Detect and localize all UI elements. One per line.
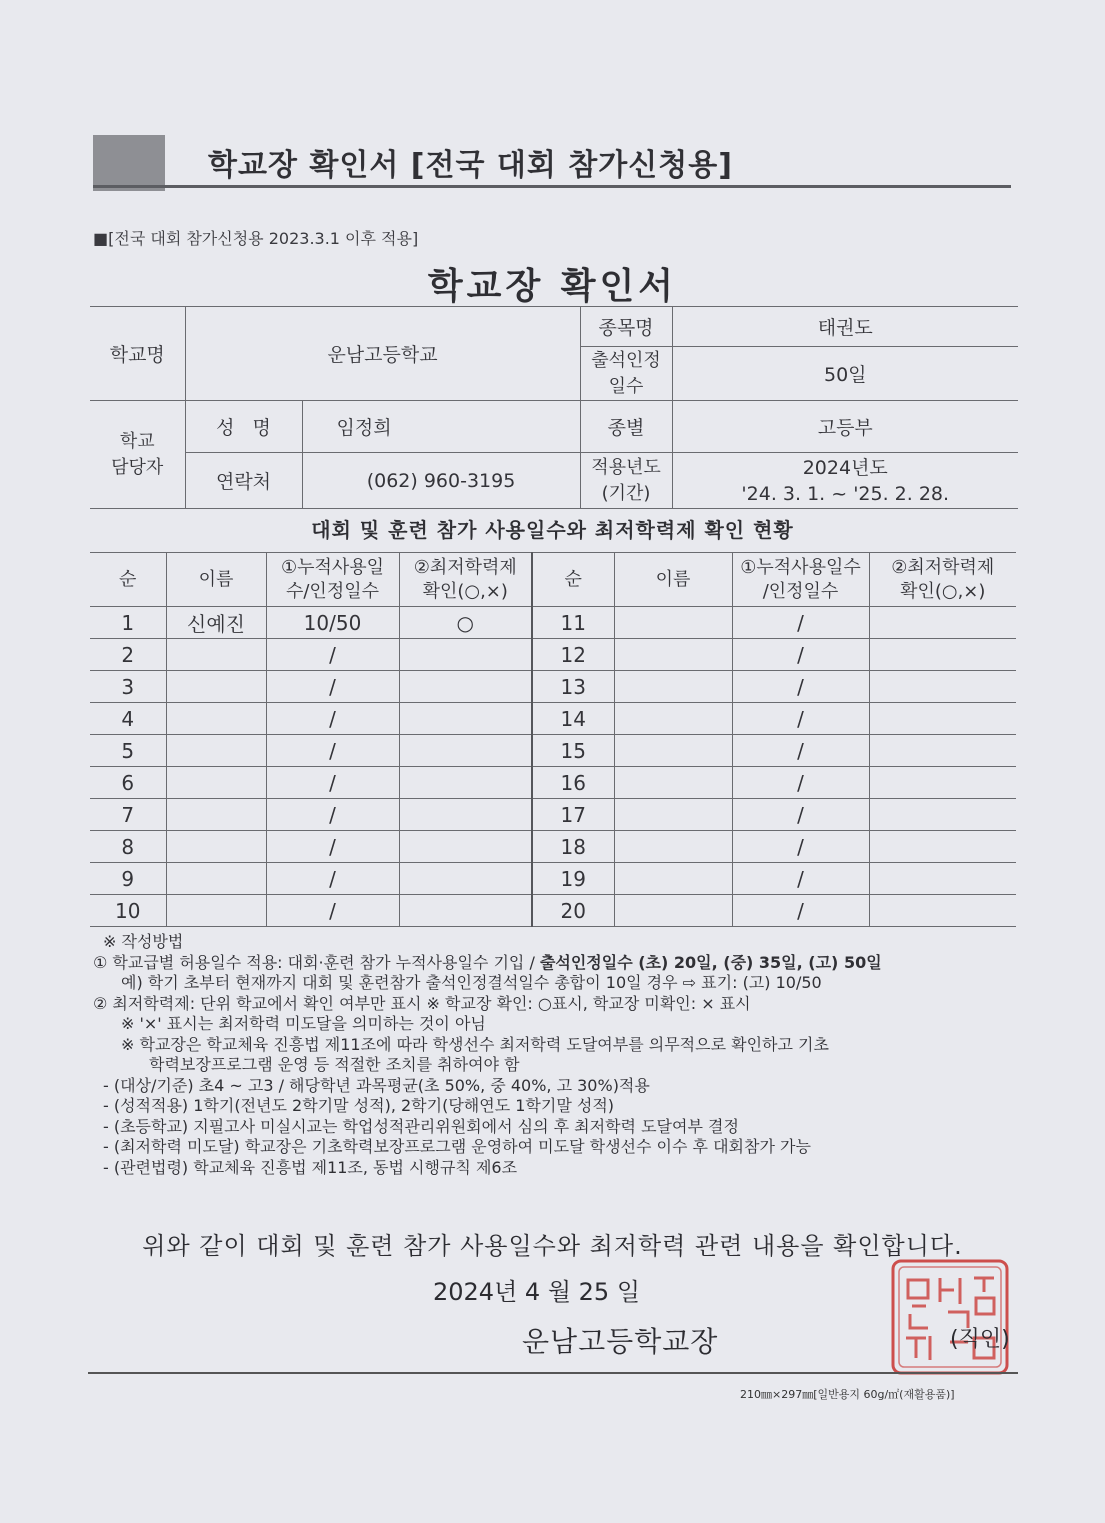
instr-line-2: 예) 학기 초부터 현재까지 대회 및 훈련참가 출석인정결석일수 총합이 10일 경우 ⇨ 표기: (고) 10/50 [121,973,822,992]
year-label-line2: (기간) [601,482,651,504]
instr-line-1 [93,953,1018,974]
instr-heading: ※ 작성방법 [103,932,184,951]
instr-line-6: 학력보장프로그램 운영 등 적절한 조치를 취하여야 함 [149,1055,520,1074]
row-number-2: 15 [532,735,614,767]
confirmation-text: 위와 같이 대회 및 훈련 참가 사용일수와 최저학력 관련 내용을 확인합니다. [142,1232,963,1260]
instr-line-3: ② 최저학력제: 단위 학교에서 확인 여부만 표시 ※ 학교장 확인: ○표시, 학교장 미확인: × 표시 [93,993,751,1013]
student-name-2 [614,671,732,703]
row-number: 3 [90,671,166,703]
days-used: / [266,895,399,927]
header-title: 학교장 확인서 [전국 대회 참가신청용] [208,148,733,183]
col-header-days-line2: 수/인정일수 [285,580,379,602]
status-table [90,552,1016,927]
days-used-2: / [732,607,869,639]
academic-check-2 [869,767,1016,799]
instr-line-1a: ① 학교급별 허용일수 적용: 대회·훈련 참가 누적사용일수 기입 / [93,952,540,972]
row-number-2: 11 [532,607,614,639]
col-header-no: 순 [90,553,166,607]
academic-check [399,735,532,767]
col-header-name: 이름 [166,553,266,607]
academic-check [399,767,532,799]
col-header-no-2: 순 [532,553,614,607]
col-header-check [399,553,532,607]
division-label: 종별 [580,401,672,453]
student-name-2 [614,607,732,639]
col-header-check-2-line2: 확인(○,×) [900,580,986,602]
row-number: 1 [90,607,166,639]
student-name: 신예진 [166,607,266,639]
academic-check: ○ [399,607,532,639]
academic-check-2 [869,831,1016,863]
year-label-line1: 적용년도 [591,456,661,478]
academic-check-2 [869,671,1016,703]
table-row [90,671,1016,703]
academic-check [399,895,532,927]
days-used: / [266,671,399,703]
instr-line-9: - (초등학교) 지필고사 미실시교는 학업성적관리위원회에서 심의 후 최저학력 도달여부 결정 [103,1116,739,1136]
days-used-2: / [732,799,869,831]
row-number-2: 17 [532,799,614,831]
row-number-2: 19 [532,863,614,895]
academic-check-2 [869,607,1016,639]
student-name [166,671,266,703]
row-number: 5 [90,735,166,767]
days-used-2: / [732,735,869,767]
days-used: / [266,863,399,895]
days-used-2: / [732,831,869,863]
section-title: 대회 및 훈련 참가 사용일수와 최저학력제 확인 현황 [311,518,794,542]
days-used-2: / [732,703,869,735]
year-value-line1: 2024년도 [802,456,888,479]
division-value: 고등부 [672,401,1018,453]
days-used: / [266,639,399,671]
row-number: 7 [90,799,166,831]
row-number-2: 12 [532,639,614,671]
days-used: / [266,831,399,863]
col-header-check-line1: ②최저학력제 [413,556,517,578]
academic-check-2 [869,639,1016,671]
row-number: 2 [90,639,166,671]
seal-label: (직인) [950,1327,1010,1352]
row-number: 9 [90,863,166,895]
phone-value: (062) 960-3195 [302,453,580,509]
student-name [166,799,266,831]
academic-check-2 [869,895,1016,927]
days-used-2: / [732,767,869,799]
year-value-line2: '24. 3. 1. ~ '25. 2. 28. [741,482,950,505]
school-label: 학교명 [90,307,185,401]
attend-label [580,347,672,401]
date-day: 25 [578,1278,610,1306]
attend-label-line2: 일수 [608,375,644,397]
header-rule [93,185,1011,188]
days-used-2: / [732,671,869,703]
instr-line-10: - (최저학력 미도달) 학교장은 기초학력보장프로그램 운영하여 미도달 학생선수 이수 후 대회참가 가능 [103,1137,811,1156]
row-number-2: 14 [532,703,614,735]
row-number-2: 16 [532,767,614,799]
student-name-2 [614,735,732,767]
contact-person-label-line1: 학교 [119,430,155,452]
date-month: 4 [524,1278,541,1306]
student-name [166,863,266,895]
student-name-2 [614,895,732,927]
col-header-days [266,553,399,607]
col-header-days-2-line1: ①누적사용일수 [740,556,861,578]
student-name-2 [614,799,732,831]
student-name [166,639,266,671]
date-year: 2024년 [433,1278,518,1306]
table-row [90,863,1016,895]
name-value: 임정희 [302,401,580,453]
academic-check [399,831,532,863]
instr-line-5: ※ 학교장은 학교체육 진흥법 제11조에 따라 학생선수 최저학력 도달여부를 의무적으로 확인하고 기초 [121,1034,829,1054]
student-name [166,767,266,799]
academic-check [399,703,532,735]
row-number-2: 18 [532,831,614,863]
table-row [90,831,1016,863]
info-table [90,306,1018,509]
official-seal-icon [890,1258,1010,1376]
instructions [93,932,1018,1178]
days-used-2: / [732,639,869,671]
student-name-2 [614,703,732,735]
instr-line-1b: 출석인정일수 (초) 20일, (중) 35일, (고) 50일 [539,952,882,972]
table-row [90,767,1016,799]
event-value: 태권도 [672,307,1018,347]
date-day-unit: 일 [616,1278,641,1306]
year-value [672,453,1018,509]
event-label: 종목명 [580,307,672,347]
footer-rule [88,1372,1018,1374]
days-used-2: / [732,863,869,895]
academic-check [399,639,532,671]
academic-check [399,671,532,703]
contact-person-label [90,401,185,509]
academic-check [399,863,532,895]
row-number: 4 [90,703,166,735]
academic-check-2 [869,863,1016,895]
academic-check [399,799,532,831]
instr-line-11: - (관련법령) 학교체육 진흥법 제11조, 동법 시행규칙 제6조 [103,1157,518,1177]
table-row [90,607,1016,639]
row-number-2: 20 [532,895,614,927]
table-row [90,639,1016,671]
student-name [166,735,266,767]
instr-line-4: ※ '×' 표시는 최저학력 미도달을 의미하는 것이 아님 [121,1014,486,1033]
principal-name: 운남고등학교장 [522,1325,719,1358]
student-name [166,831,266,863]
col-header-check-2 [869,553,1016,607]
school-value: 운남고등학교 [185,307,580,401]
col-header-days-2-line2: /인정일수 [762,580,839,602]
days-used: / [266,799,399,831]
col-header-days-2 [732,553,869,607]
academic-check-2 [869,735,1016,767]
instr-line-7: - (대상/기준) 초4 ~ 고3 / 해당학년 과목평균(초 50%, 중 40%, 고 30%)적용 [103,1075,650,1095]
academic-check-2 [869,703,1016,735]
phone-label: 연락처 [185,453,302,509]
col-header-days-line1: ①누적사용일 [280,556,385,578]
table-row [90,895,1016,927]
table-row [90,735,1016,767]
student-name [166,895,266,927]
paper-spec: 210㎜×297㎜[일반용지 60g/㎡(재활용품)] [740,1388,955,1401]
col-header-check-2-line1: ②최저학력제 [891,556,995,578]
days-used-2: / [732,895,869,927]
date-month-unit: 월 [547,1278,572,1306]
year-label [580,453,672,509]
student-name [166,703,266,735]
applicability-note: ■[전국 대회 참가신청용 2023.3.1 이후 적용] [93,229,419,248]
days-used: / [266,767,399,799]
document-title: 학교장 확인서 [427,266,678,307]
row-number: 10 [90,895,166,927]
student-name-2 [614,639,732,671]
days-used: / [266,735,399,767]
contact-person-label-line2: 담당자 [111,456,164,478]
name-label: 성 명 [185,401,302,453]
issue-date [433,1272,640,1307]
academic-check-2 [869,799,1016,831]
col-header-check-line2: 확인(○,×) [422,580,508,602]
row-number: 6 [90,767,166,799]
student-name-2 [614,767,732,799]
col-header-name-2: 이름 [614,553,732,607]
table-row [90,703,1016,735]
days-used: / [266,703,399,735]
student-name-2 [614,863,732,895]
attend-label-line1: 출석인정 [591,349,661,371]
row-number-2: 13 [532,671,614,703]
row-number: 8 [90,831,166,863]
days-used: 10/50 [266,607,399,639]
header-block [93,135,165,191]
attend-value: 50일 [672,347,1018,401]
student-name-2 [614,831,732,863]
table-row [90,799,1016,831]
instr-line-8: - (성적적용) 1학기(전년도 2학기말 성적), 2학기(당해연도 1학기말 성적) [103,1096,615,1115]
